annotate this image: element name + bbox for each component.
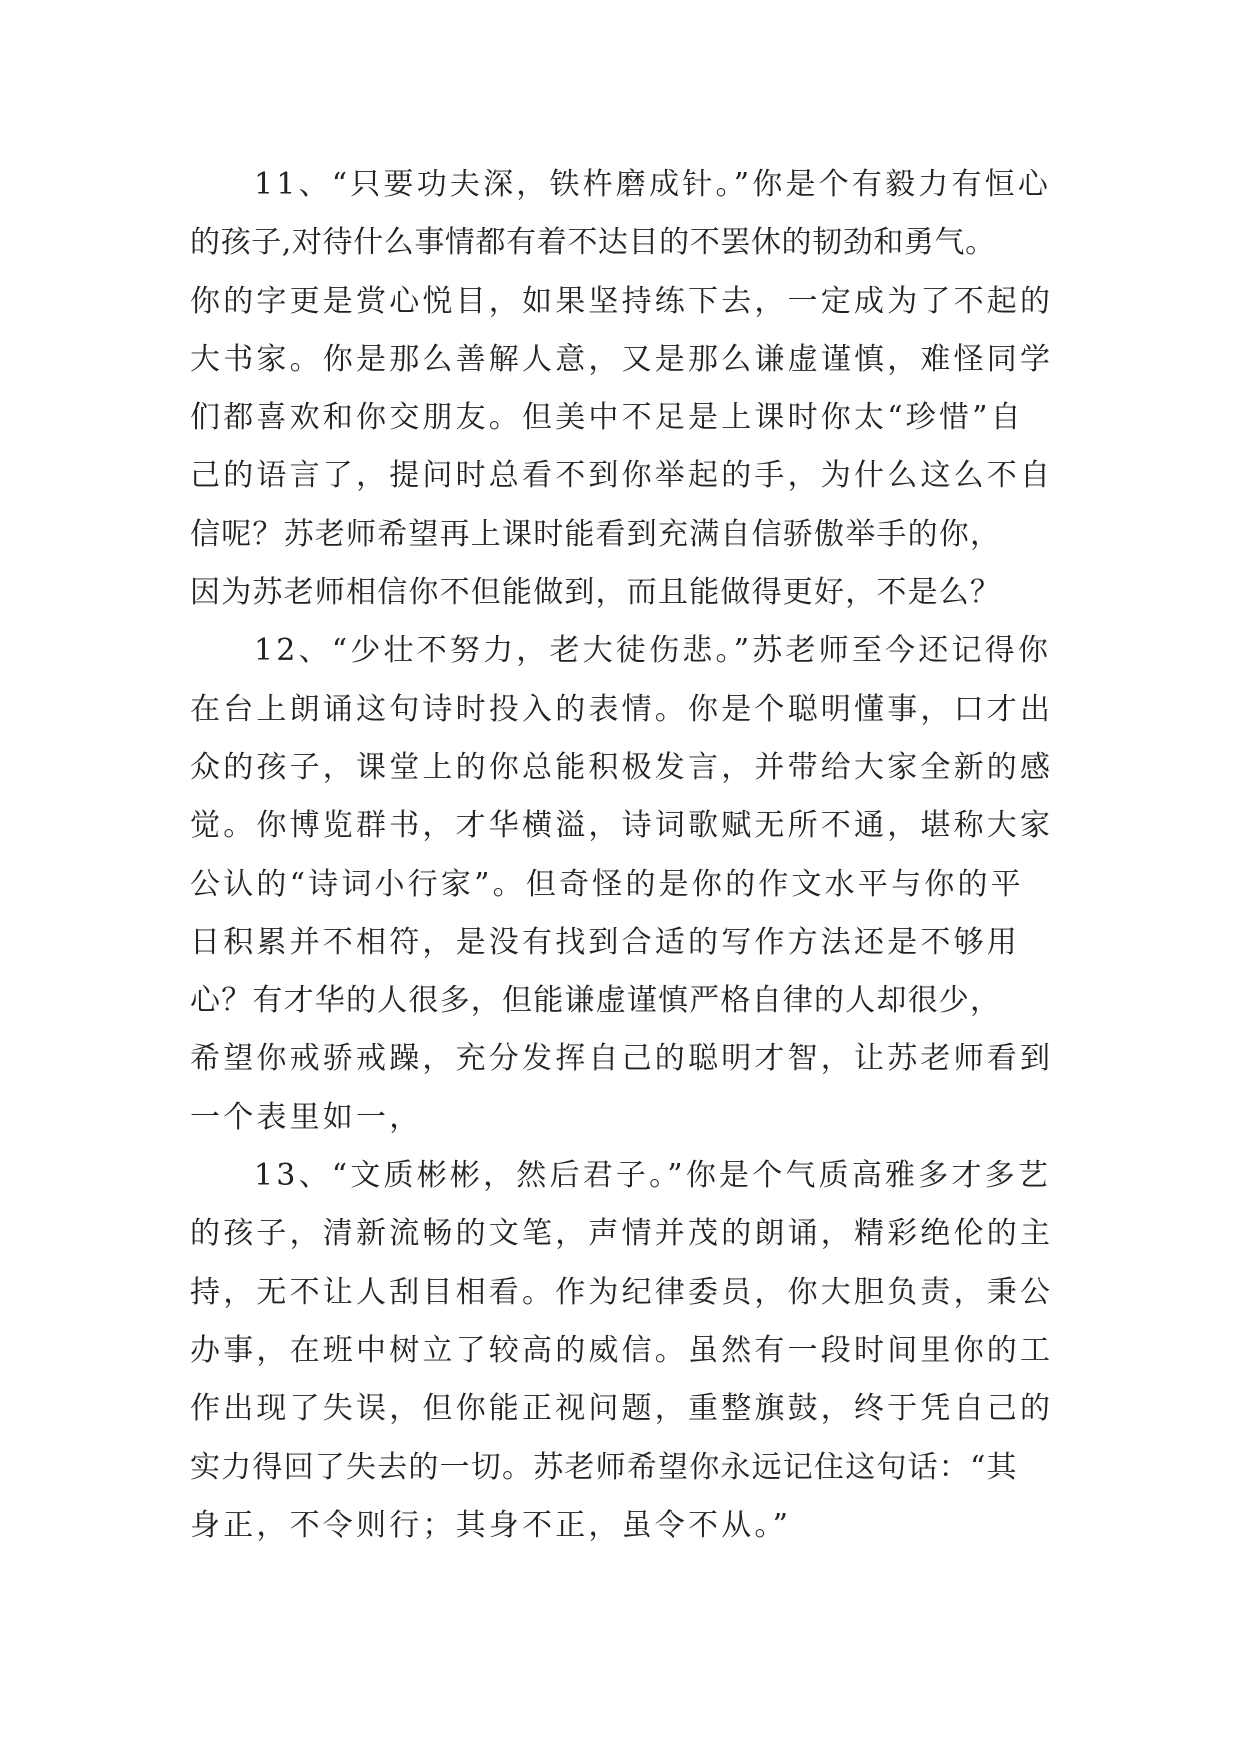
paragraph-12-line-1: 12、“少壮不努力，老大徒伤悲。”苏老师至今还记得你 bbox=[254, 633, 1052, 669]
paragraph-13-line-2: 的孩子，清新流畅的文笔，声情并茂的朗诵，精彩绝伦的主 bbox=[190, 1216, 1054, 1252]
paragraph-11-line-8: 因为苏老师相信你不但能做到，而且能做得更好，不是么？ bbox=[190, 575, 1002, 611]
paragraph-11-line-1: 11、“只要功夫深，铁杵磨成针。”你是个有毅力有恒心 bbox=[254, 167, 1052, 202]
paragraph-12-line-7: 心？有才华的人很多，但能谦虚谨慎严格自律的人却很少， bbox=[190, 983, 1002, 1019]
paragraph-13-line-5: 作出现了失误，但你能正视问题，重整旗鼓，终于凭自己的 bbox=[190, 1391, 1054, 1427]
paragraph-13-line-6: 实力得回了失去的一切。苏老师希望你永远记住这句话：“其 bbox=[190, 1449, 1018, 1485]
paragraph-13-line-1: 13、“文质彬彬，然后君子。”你是个气质高雅多才多艺 bbox=[254, 1158, 1052, 1194]
paragraph-13-line-3: 持，无不让人刮目相看。作为纪律委员，你大胆负责，秉公 bbox=[190, 1274, 1054, 1310]
paragraph-11-line-3: 你的字更是赏心悦目，如果坚持练下去，一定成为了不起的 bbox=[190, 283, 1054, 319]
paragraph-12-line-5: 公认的“诗词小行家”。但奇怪的是你的作文水平与你的平 bbox=[190, 866, 1024, 902]
paragraph-12-line-6: 日积累并不相符，是没有找到合适的写作方法还是不够用 bbox=[190, 924, 1020, 960]
paragraph-12-line-3: 众的孩子，课堂上的你总能积极发言，并带给大家全新的感 bbox=[190, 749, 1054, 785]
document-body bbox=[190, 156, 1090, 1555]
paragraph-12-line-9: 一个表里如一， bbox=[190, 1099, 423, 1135]
paragraph-11-line-4: 大书家。你是那么善解人意，又是那么谦虚谨慎，难怪同学 bbox=[190, 341, 1054, 377]
paragraph-11-line-5: 们都喜欢和你交朋友。但美中不足是上课时你太“珍惜”自 bbox=[190, 400, 1024, 436]
paragraph-11-line-2: 的孩子,对待什么事情都有着不达目的不罢休的韧劲和勇气。 bbox=[190, 225, 996, 261]
paragraph-11-line-7: 信呢？苏老师希望再上课时能看到充满自信骄傲举手的你， bbox=[190, 516, 1002, 552]
paragraph-11-line-6: 己的语言了，提问时总看不到你举起的手，为什么这么不自 bbox=[190, 458, 1054, 494]
paragraph-13-line-7: 身正，不令则行；其身不正，虽令不从。” bbox=[190, 1507, 792, 1543]
paragraph-12-line-8: 希望你戒骄戒躁，充分发挥自己的聪明才智，让苏老师看到 bbox=[190, 1041, 1054, 1077]
paragraph-12-line-2: 在台上朗诵这句诗时投入的表情。你是个聪明懂事，口才出 bbox=[190, 691, 1054, 727]
paragraph-13-line-4: 办事，在班中树立了较高的威信。虽然有一段时间里你的工 bbox=[190, 1332, 1054, 1368]
paragraph-12-line-4: 觉。你博览群书，才华横溢，诗词歌赋无所不通，堪称大家 bbox=[190, 808, 1054, 844]
